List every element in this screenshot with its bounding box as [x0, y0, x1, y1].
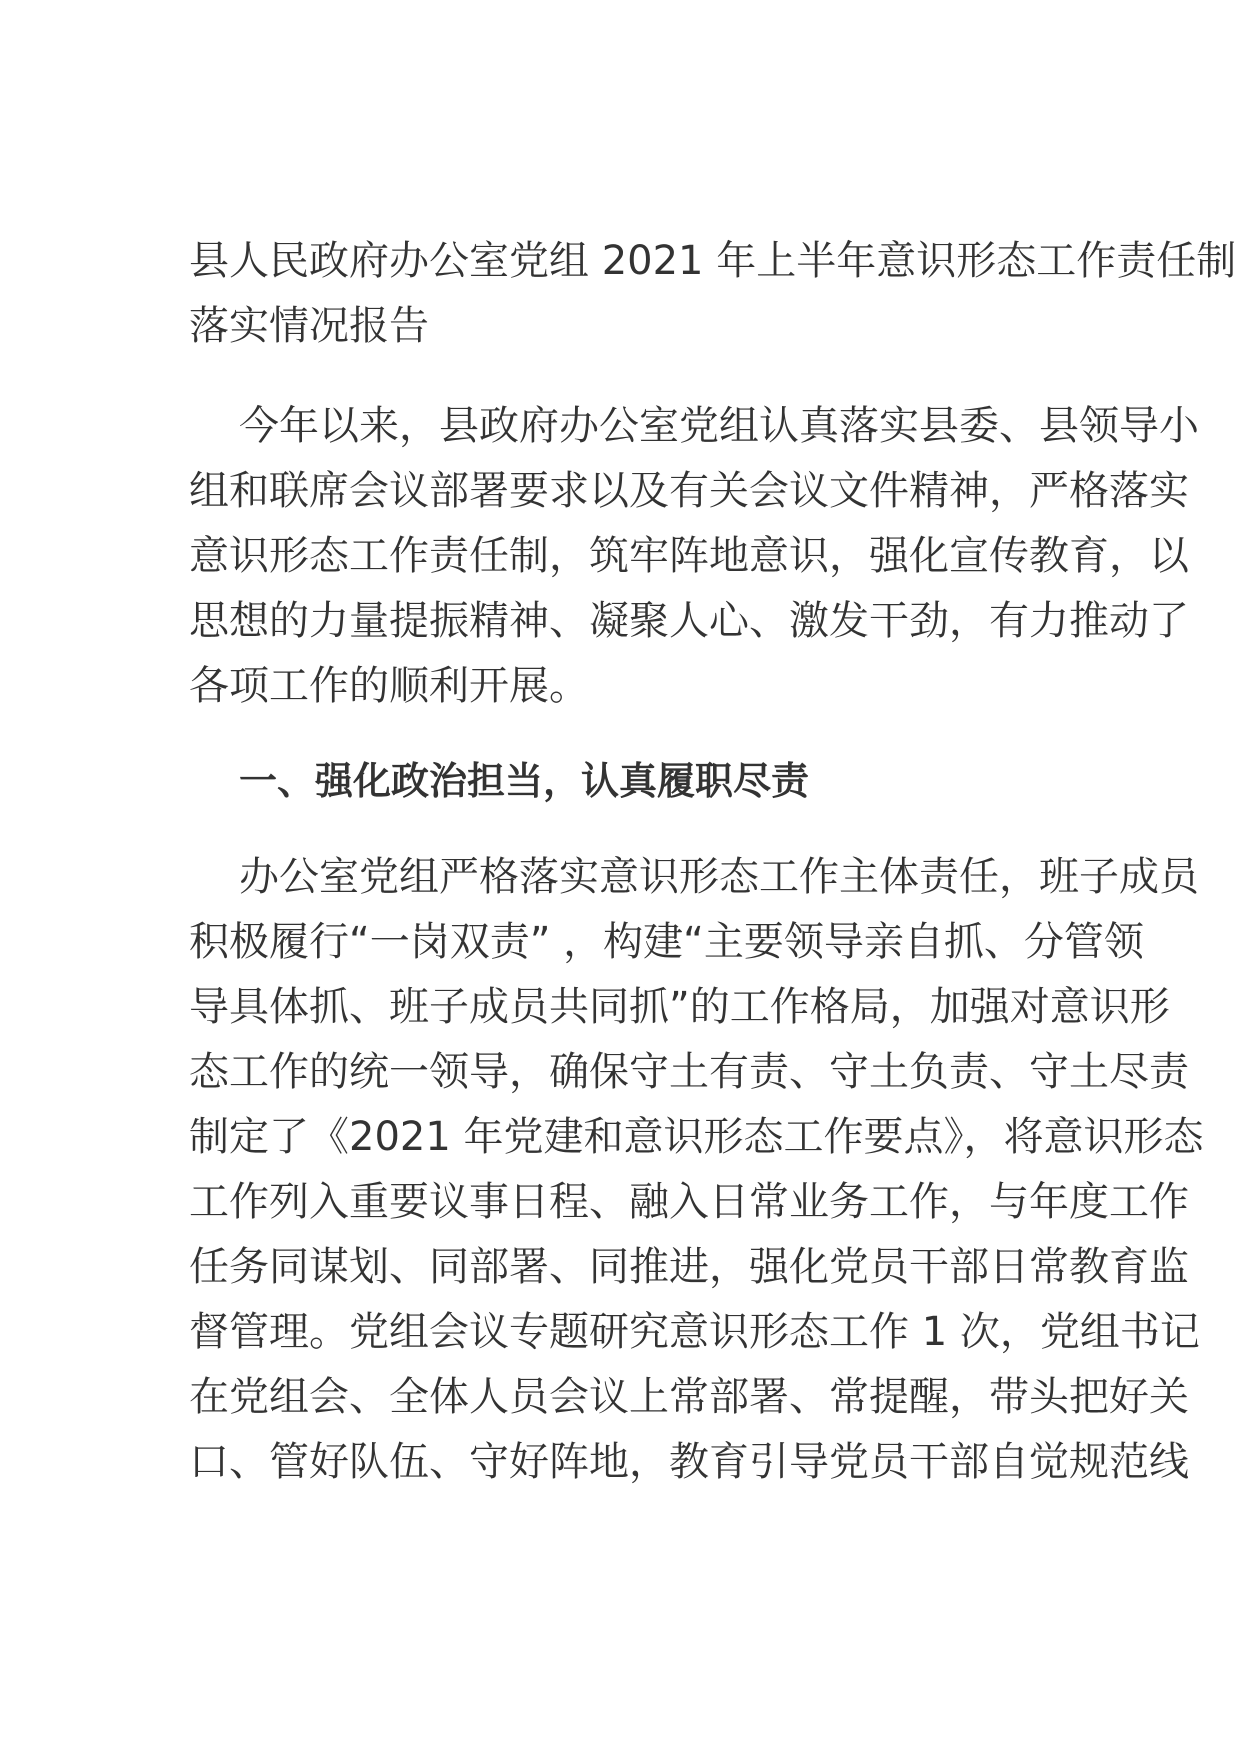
paragraph-line: 组和联席会议部署要求以及有关会议文件精神，严格落实	[189, 468, 1189, 514]
paragraph-line: 今年以来，县政府办公室党组认真落实县委、县领导小	[239, 403, 1199, 449]
paragraph-line: 工作列入重要议事日程、融入日常业务工作，与年度工作	[189, 1179, 1189, 1225]
paragraph-line: 积极履行“一岗双责” ，构建“主要领导亲自抓、分管领	[189, 919, 1144, 965]
paragraph-line: 办公室党组严格落实意识形态工作主体责任，班子成员	[239, 854, 1199, 900]
paragraph-line: 导具体抓、班子成员共同抓”的工作格局，加强对意识形	[189, 984, 1170, 1030]
paragraph-line: 各项工作的顺利开展。	[189, 663, 589, 709]
paragraph-line: 意识形态工作责任制，筑牢阵地意识，强化宣传教育，以	[189, 533, 1189, 579]
paragraph-line: 态工作的统一领导，确保守土有责、守土负责、守土尽责	[189, 1049, 1189, 1095]
paragraph-line: 在党组会、全体人员会议上常部署、常提醒，带头把好关	[189, 1374, 1189, 1420]
section-1-heading: 一、强化政治担当，认真履职尽责	[239, 759, 810, 803]
paragraph-line: 口、管好队伍、守好阵地，教育引导党员干部自觉规范线	[189, 1439, 1189, 1485]
title-line: 县人民政府办公室党组 2021 年上半年意识形态工作责任制	[189, 238, 1237, 284]
title-line: 落实情况报告	[189, 303, 429, 349]
section-heading	[189, 749, 1061, 814]
paragraph-line: 督管理。党组会议专题研究意识形态工作 1 次，党组书记	[189, 1309, 1200, 1355]
intro-paragraph	[189, 394, 1199, 719]
paragraph-line: 思想的力量提振精神、凝聚人心、激发干劲，有力推动了	[189, 598, 1189, 644]
document-title	[189, 229, 1237, 359]
paragraph-line: 制定了《2021 年党建和意识形态工作要点》，将意识形态	[189, 1114, 1204, 1160]
section-1-paragraph	[189, 845, 1204, 1495]
paragraph-line: 任务同谋划、同部署、同推进，强化党员干部日常教育监	[189, 1244, 1189, 1290]
